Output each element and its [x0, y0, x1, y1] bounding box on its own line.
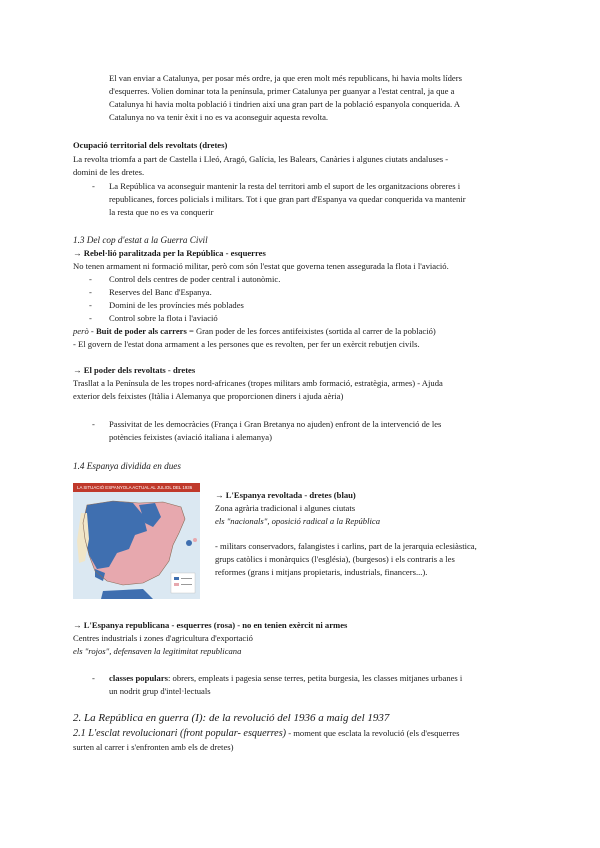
republican-text: els "rojos", defensaven la legitimitat republicana — [73, 646, 242, 656]
balearic-islands — [193, 538, 197, 542]
revolted-desc: - militars conservadors, falangistes i carlins, part de la jerarquia eclesiàstica, — [215, 541, 477, 551]
intro-line: El van enviar a Catalunya, per posar més ordre, ja que eren molt més republicans, hi havia molts líders — [109, 73, 462, 83]
revolted-desc: reformes (grans i mitjans propietaris, industrials, financers...). — [215, 567, 428, 577]
occupation-heading: Ocupació territorial dels revoltats (dretes) — [73, 140, 228, 150]
pero-sep: - — [88, 326, 96, 336]
occupation-bullet: la resta que no es va conquerir — [109, 207, 214, 217]
list-item: - Domini de les províncies més poblades — [109, 299, 280, 312]
rebellion-text: No tenen armament ni formació militar, però com són l'estat que governa tenen assegurada la flota i l'aviació. — [73, 261, 449, 271]
occupation-bullet: La República va aconseguir mantenir la resta del territori amb el suport de les organitzacions obreres i — [109, 181, 461, 191]
revolted-desc: grups catòlics i monàrquics (l'església), (burgesos) i els contraris a les — [215, 554, 455, 564]
subsection-rest: - moment que esclata la revolució (els d'esquerres — [286, 728, 460, 738]
occupation-bullet: republicanes, forces policials i militars. Tot i que gran part d'Espanya va quedar conquerida va mantenir — [109, 194, 466, 204]
list-bullet: - — [92, 673, 95, 683]
intro-line: Catalunya hi havia molta població i tindrien així una gran part de la població espanyola conquerida. A — [109, 99, 461, 109]
revolted-text: Zona agrària tradicional i algunes ciutats — [215, 503, 356, 513]
classes-line: un nodrit grup d'intel·lectuals — [109, 686, 211, 696]
list-bullet: - — [92, 181, 95, 191]
republican-text: Centres industrials i zones d'agricultura d'exportació — [73, 633, 253, 643]
list-item: - Control dels centres de poder central i autonòmic. — [109, 273, 280, 286]
map-graphic — [73, 483, 200, 599]
list-item: - Control sobre la flota i l'aviació — [109, 312, 280, 325]
classes-line — [109, 672, 462, 685]
intro-line: Catalunya no va tenir èxit i no es va aconseguir aquesta revolta. — [109, 112, 329, 122]
classes-label: classes populars — [109, 673, 168, 683]
subsection-line — [73, 727, 459, 740]
govern-line: - El govern de l'estat dona armament a les persones que es revolten, per fer un exèrcit rebutjen civils. — [73, 339, 420, 349]
legend-text-line — [181, 578, 192, 579]
power-text: Trasllat a la Península de les tropes nord-africanes (tropes militars amb formació, estratègia, armes) - Ajuda — [73, 378, 443, 388]
control-list — [109, 273, 280, 325]
subsection-text: surten al carrer i s'enfronten amb els de dretes) — [73, 742, 234, 752]
spain-division-map — [73, 483, 200, 599]
chapter-title: 2. La República en guerra (I): de la revolució del 1936 a maig del 1937 — [73, 712, 390, 724]
classes-rest: : obrers, empleats i pagesia sense terres, petita burgesia, les classes mitjanes urbanes i — [167, 673, 463, 683]
power-heading: → El poder dels revoltats - dretes — [73, 365, 196, 375]
passivity-text: potències feixistes (aviació italiana i alemanya) — [109, 432, 272, 442]
rebellion-heading: → Rebel·lió paralitzada per la República - esquerres — [73, 248, 266, 258]
pero-rest: = Gran poder de les forces antifeixistes (sortida al carrer de la població) — [186, 326, 436, 336]
pero-bold: Buit de poder als carrers — [95, 326, 187, 336]
intro-line: d'esquerres. Volien dominar tota la península, primer Catalunya per guanyar a l'estat central, ja que a — [109, 86, 455, 96]
passivity-text: Passivitat de les democràcies (França i Gran Bretanya no ajuden) enfront de la intervenció de les — [109, 419, 442, 429]
legend-text-line — [181, 584, 192, 585]
pero-line — [73, 325, 436, 338]
republican-heading: → L'Espanya republicana - esquerres (rosa) - no en tenien exèrcit ni armes — [73, 620, 348, 630]
occupation-text: domini de les dretes. — [73, 167, 145, 177]
revolted-text: els "nacionals", oposició radical a la República — [215, 516, 380, 526]
revolted-heading: → L'Espanya revoltada - dretes (blau) — [215, 490, 356, 500]
section-title: 1.4 Espanya dividida en dues — [73, 461, 181, 471]
occupation-text: La revolta triomfa a part de Castella i Lleó, Aragó, Galícia, les Balears, Canàries i algunes ciutats andaluses - — [73, 154, 449, 164]
balearic-islands — [186, 540, 192, 546]
map-caption: LA SITUACIÓ ESPANYOLA ACTUAL AL JULIOL DEL 1936 — [73, 483, 200, 492]
section-title: 1.3 Del cop d'estat a la Guerra Civil — [73, 235, 208, 245]
pero-prefix: però — [73, 326, 89, 336]
list-item: - Reserves del Banc d'Espanya. — [109, 286, 280, 299]
subsection-title: 2.1 L'esclat revolucionari (front popular- esquerres) — [73, 728, 287, 739]
list-bullet: - — [92, 419, 95, 429]
power-text: exterior dels feixistes (Itàlia i Alemanya que proporcionen diners i ajuda aèria) — [73, 391, 344, 401]
legend-nationalist-swatch — [174, 577, 179, 580]
legend-republican-swatch — [174, 583, 179, 586]
